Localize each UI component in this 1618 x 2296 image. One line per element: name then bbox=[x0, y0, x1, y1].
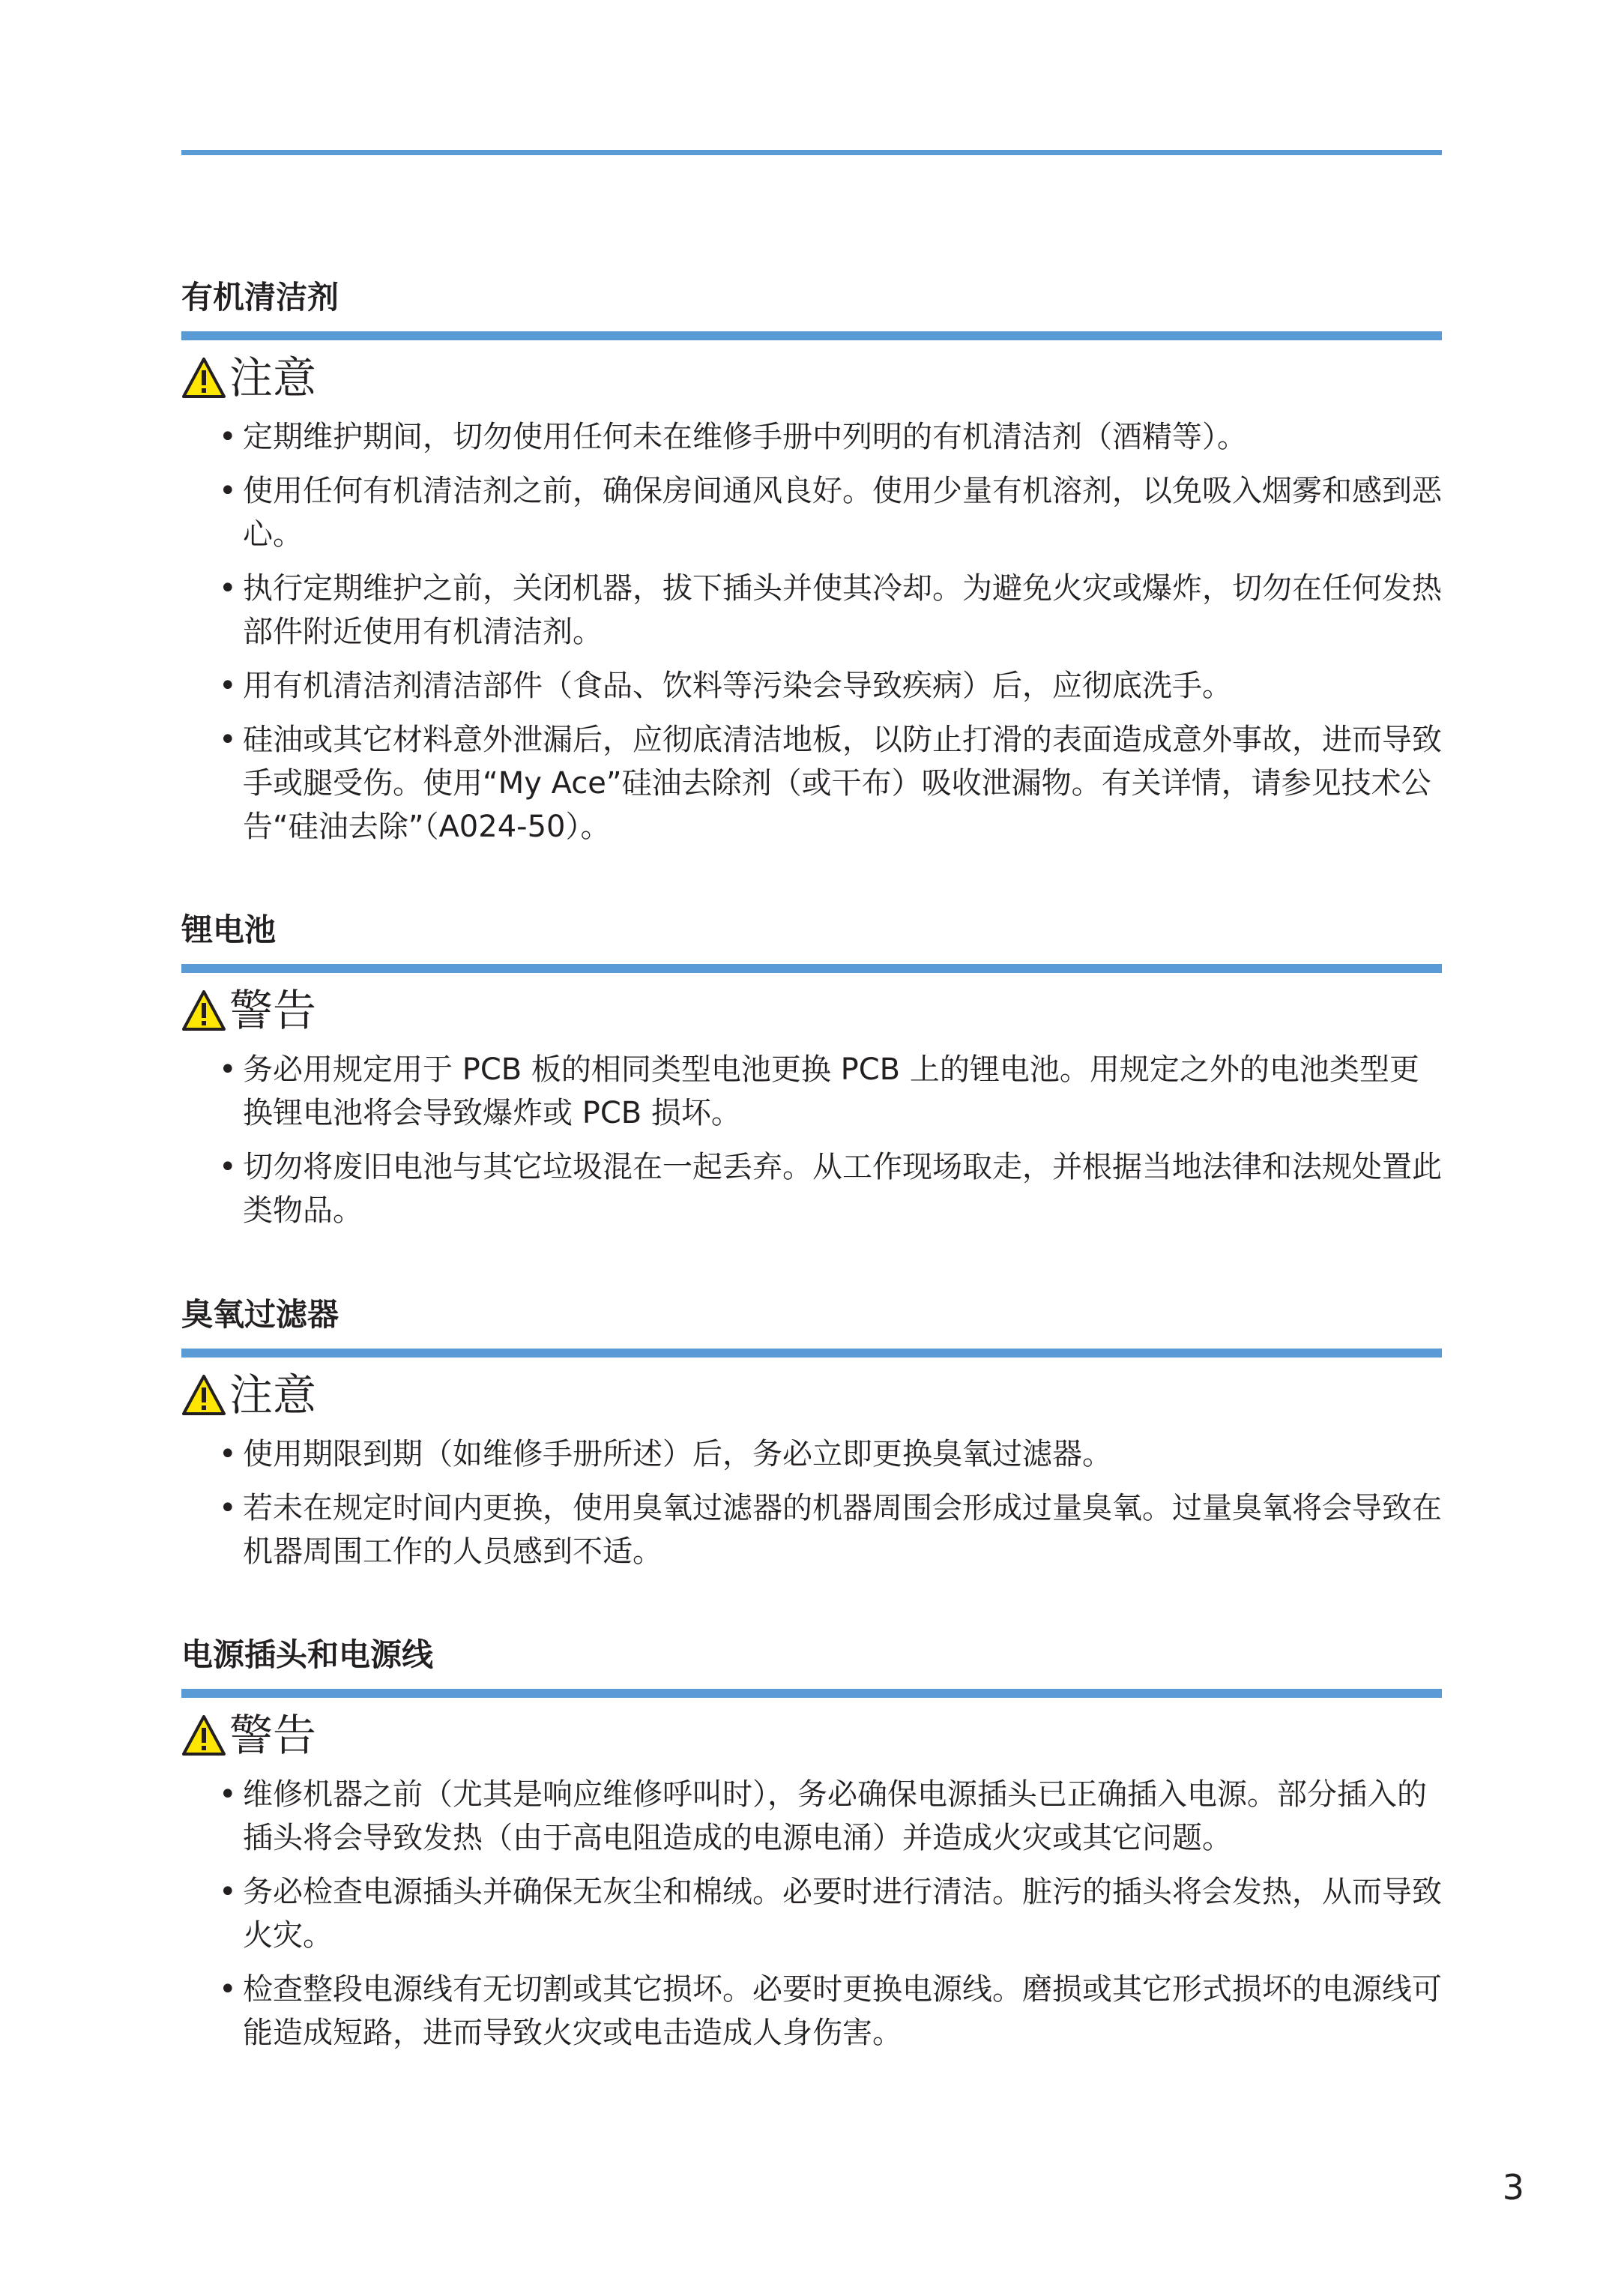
item-text: 使用任何有机清洁剂之前，确保房间通风良好。使用少量有机溶剂，以免吸入烟雾和感到恶心。 bbox=[243, 474, 1442, 552]
section-lithium-battery bbox=[181, 912, 1442, 1243]
item-text: 执行定期维护之前，关闭机器，拔下插头并使其冷却。为避免火灾或爆炸，切勿在任何发热部件附近使用有机清洁剂。 bbox=[243, 571, 1442, 649]
item-text: 切勿将废旧电池与其它垃圾混在一起丢弃。从工作现场取走，并根据当地法律和法规处置此类物品。 bbox=[243, 1150, 1442, 1228]
section-power-plug-cord bbox=[181, 1636, 1442, 2065]
item-text: 硅油或其它材料意外泄漏后，应彻底清洁地板，以防止打滑的表面造成意外事故，进而导致手或腿受伤。使用“My Ace”硅油去除剂（或干布）吸收泄漏物。有关详情，请参见技术公告“硅油去除”（A024-50）。 bbox=[243, 723, 1442, 844]
page-number: 3 bbox=[1502, 2167, 1524, 2208]
bullet: • bbox=[219, 1150, 237, 1184]
section-title: 有机清洁剂 bbox=[181, 279, 339, 316]
section-rule bbox=[181, 964, 1442, 973]
list-item bbox=[181, 415, 1442, 459]
section-title: 臭氧过滤器 bbox=[181, 1296, 339, 1333]
list-item bbox=[181, 1968, 1442, 2055]
warning-triangle-icon bbox=[181, 989, 226, 1031]
warning-triangle-icon bbox=[181, 1714, 226, 1756]
warning-triangle-icon bbox=[181, 1374, 226, 1416]
list-item bbox=[181, 1486, 1442, 1573]
signal-word: 警告 bbox=[229, 1710, 317, 1761]
list-item bbox=[181, 1773, 1442, 1860]
bullet: • bbox=[219, 1972, 237, 2007]
list-item bbox=[181, 1432, 1442, 1476]
list-item bbox=[181, 1870, 1442, 1957]
warning-triangle-icon bbox=[181, 357, 226, 399]
section-title: 电源插头和电源线 bbox=[181, 1636, 434, 1673]
bullet: • bbox=[219, 669, 237, 703]
bullet: • bbox=[219, 1437, 237, 1471]
item-text: 务必检查电源插头并确保无灰尘和棉绒。必要时进行清洁。脏污的插头将会发热，从而导致火灾。 bbox=[243, 1875, 1442, 1953]
item-text: 用有机清洁剂清洁部件（食品、饮料等污染会导致疾病）后，应彻底洗手。 bbox=[243, 669, 1232, 703]
item-list bbox=[181, 1432, 1442, 1573]
list-item bbox=[181, 469, 1442, 556]
list-item bbox=[181, 718, 1442, 849]
signal-warning bbox=[181, 983, 1442, 1037]
item-text: 维修机器之前（尤其是响应维修呼叫时），务必确保电源插头已正确插入电源。部分插入的插头将会导致发热（由于高电阻造成的电源电涌）并造成火灾或其它问题。 bbox=[243, 1777, 1427, 1855]
section-rule bbox=[181, 331, 1442, 340]
item-text: 若未在规定时间内更换，使用臭氧过滤器的机器周围会形成过量臭氧。过量臭氧将会导致在机器周围工作的人员感到不适。 bbox=[243, 1491, 1442, 1569]
bullet: • bbox=[219, 474, 237, 508]
list-item bbox=[181, 1145, 1442, 1232]
section-rule bbox=[181, 1689, 1442, 1698]
bullet: • bbox=[219, 1491, 237, 1525]
bullet: • bbox=[219, 571, 237, 606]
list-item bbox=[181, 664, 1442, 708]
item-text: 务必用规定用于 PCB 板的相同类型电池更换 PCB 上的锂电池。用规定之外的电池类型更换锂电池将会导致爆炸或 PCB 损坏。 bbox=[243, 1052, 1419, 1130]
signal-warning bbox=[181, 1708, 1442, 1762]
item-text: 定期维护期间，切勿使用任何未在维修手册中列明的有机清洁剂（酒精等）。 bbox=[243, 420, 1247, 454]
bullet: • bbox=[219, 1875, 237, 1909]
list-item bbox=[181, 1048, 1442, 1135]
bullet: • bbox=[219, 1052, 237, 1087]
item-list bbox=[181, 1048, 1442, 1232]
list-item bbox=[181, 567, 1442, 654]
item-text: 检查整段电源线有无切割或其它损坏。必要时更换电源线。磨损或其它形式损坏的电源线可能造成短路，进而导致火灾或电击造成人身伤害。 bbox=[243, 1972, 1442, 2050]
signal-caution bbox=[181, 351, 1442, 405]
section-ozone-filter bbox=[181, 1296, 1442, 1584]
signal-word: 警告 bbox=[229, 985, 317, 1036]
signal-word: 注意 bbox=[229, 1370, 317, 1420]
signal-caution bbox=[181, 1368, 1442, 1422]
bullet: • bbox=[219, 1777, 237, 1812]
section-organic-cleaner bbox=[181, 279, 1442, 859]
signal-word: 注意 bbox=[229, 352, 317, 403]
bullet: • bbox=[219, 723, 237, 757]
item-text: 使用期限到期（如维修手册所述）后，务必立即更换臭氧过滤器。 bbox=[243, 1437, 1112, 1471]
item-list bbox=[181, 415, 1442, 849]
bullet: • bbox=[219, 420, 237, 454]
section-title: 锂电池 bbox=[181, 912, 277, 948]
item-list bbox=[181, 1773, 1442, 2055]
section-rule bbox=[181, 1349, 1442, 1358]
header-rule bbox=[181, 150, 1442, 155]
